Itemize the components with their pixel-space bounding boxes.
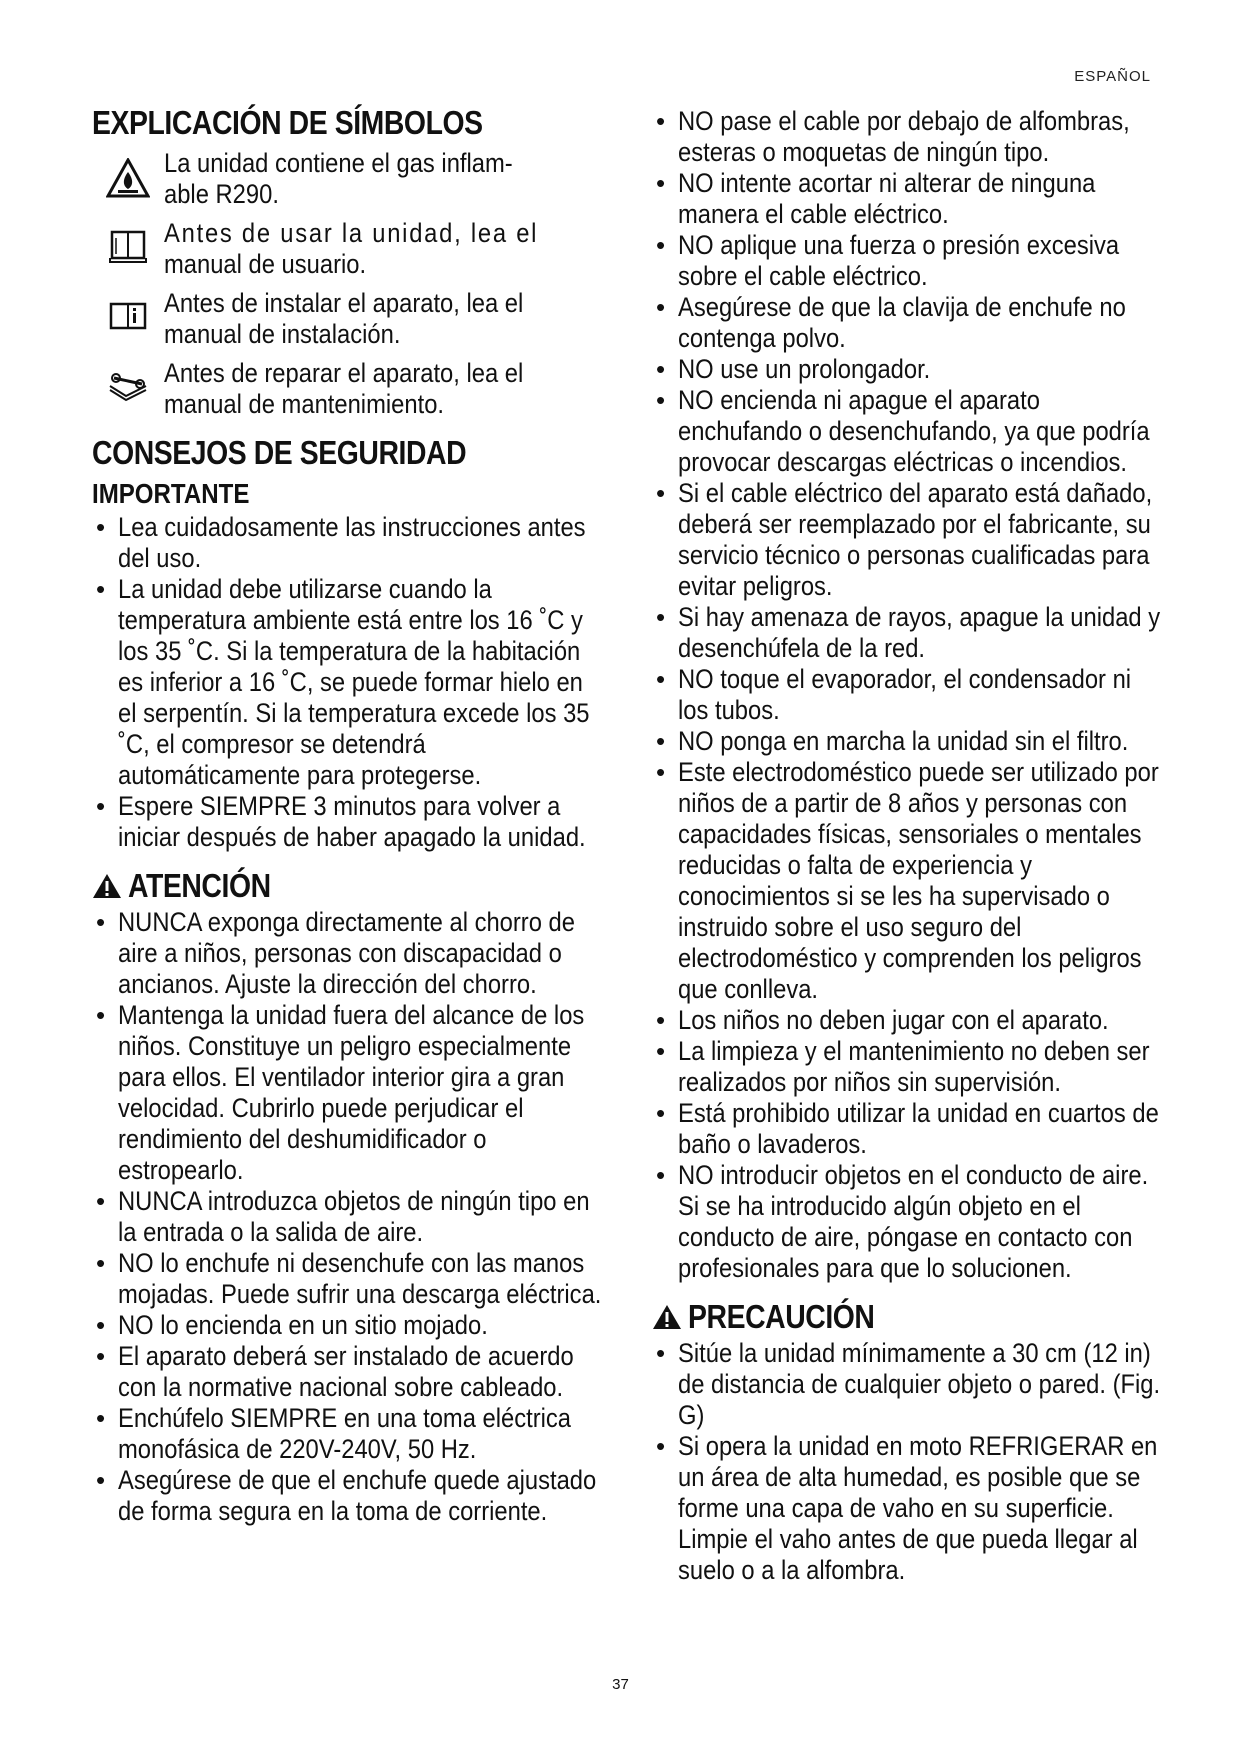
list-item: • NO intente acortar ni alterar de ninguna manera el cable eléctrico. (652, 168, 1162, 230)
warning-triangle-icon (92, 873, 122, 899)
warning-triangle-icon (652, 1304, 682, 1330)
right-column (652, 106, 1162, 1586)
symbol-text-line: manual de usuario. (164, 249, 367, 279)
caution-heading (652, 1298, 1162, 1336)
list-item: • El aparato deberá ser instalado de acuerdo con la normative nacional sobre cableado. (92, 1341, 602, 1403)
safety-title: CONSEJOS DE SEGURIDAD (92, 434, 467, 471)
attention-list-right (652, 106, 1162, 1284)
service-manual-icon (92, 358, 164, 418)
list-item: • La limpieza y el mantenimiento no deben ser realizados por niños sin supervisión. (652, 1036, 1162, 1098)
symbol-row (92, 218, 602, 280)
list-item: • NO use un prolongador. (652, 354, 1162, 385)
symbol-row (92, 358, 602, 420)
list-item: • Espere SIEMPRE 3 minutos para volver a iniciar después de haber apagado la unidad. (92, 791, 602, 853)
list-item: • Si opera la unidad en moto REFRIGERAR en un área de alta humedad, es posible que se forme una capa de vaho en su superficie. Limpie el vaho antes de que pueda llegar al suelo o a la alfombra. (652, 1431, 1162, 1586)
list-item: • NO encienda ni apague el aparato enchufando o desenchufando, ya que podría provocar descargas eléctricas o incendios. (652, 385, 1162, 478)
list-item: • Si hay amenaza de rayos, apague la unidad y desenchúfela de la red. (652, 602, 1162, 664)
symbol-text-line: Antes de reparar el aparato, lea el (164, 358, 524, 388)
list-item: • NO toque el evaporador, el condensador ni los tubos. (652, 664, 1162, 726)
installation-manual-icon (92, 288, 164, 348)
symbols-title: EXPLICACIÓN DE SÍMBOLOS (92, 104, 483, 141)
list-item: • Enchúfelo SIEMPRE en una toma eléctrica monofásica de 220V-240V, 50 Hz. (92, 1403, 602, 1465)
symbol-text-line: manual de mantenimiento. (164, 389, 445, 419)
caution-title: PRECAUCIÓN (688, 1298, 875, 1335)
list-item: • Asegúrese de que la clavija de enchufe no contenga polvo. (652, 292, 1162, 354)
list-item: • NO lo encienda en un sitio mojado. (92, 1310, 602, 1341)
symbol-text-line: able R290. (164, 179, 279, 209)
symbol-text-line: Antes de instalar el aparato, lea el (164, 288, 524, 318)
important-subtitle: IMPORTANTE (92, 478, 250, 509)
symbol-text-line: manual de instalación. (164, 319, 401, 349)
symbol-row (92, 148, 602, 210)
list-item: • NO aplique una fuerza o presión excesiva sobre el cable eléctrico. (652, 230, 1162, 292)
flammable-warning-icon (92, 148, 164, 208)
list-item: • Mantenga la unidad fuera del alcance de los niños. Constituye un peligro especialmente para ellos. El ventilador interior gira a gran velocidad. Cubrirlo puede perjudicar el rendimiento del deshumidificador o estropearlo. (92, 1000, 602, 1186)
language-label: ESPAÑOL (1074, 68, 1151, 85)
symbol-row (92, 288, 602, 350)
list-item: • NUNCA exponga directamente al chorro de aire a niños, personas con discapacidad o ancianos. Ajuste la dirección del chorro. (92, 907, 602, 1000)
list-item: • NUNCA introduzca objetos de ningún tipo en la entrada o la salida de aire. (92, 1186, 602, 1248)
symbol-text-line: La unidad contiene el gas inflam- (164, 148, 513, 178)
list-item: • Sitúe la unidad mínimamente a 30 cm (12 in) de distancia de cualquier objeto o pared. (Fig. G) (652, 1338, 1162, 1431)
list-item: • NO ponga en marcha la unidad sin el filtro. (652, 726, 1162, 757)
left-column (92, 104, 602, 1527)
important-list (92, 512, 602, 853)
list-item: • La unidad debe utilizarse cuando la temperatura ambiente está entre los 16 ˚C y los 35 ˚C. Si la temperatura de la habitación es inferior a 16 ˚C, se puede formar hielo en el serpentín. Si la temperatura excede los 35 ˚C, el compresor se detendrá automáticamente para protegerse. (92, 574, 602, 791)
caution-list (652, 1338, 1162, 1586)
list-item: • Asegúrese de que el enchufe quede ajustado de forma segura en la toma de corriente. (92, 1465, 602, 1527)
attention-heading (92, 867, 602, 905)
list-item: • Este electrodoméstico puede ser utilizado por niños de a partir de 8 años y personas con capacidades físicas, sensoriales o mentales reducidas o falta de experiencia y conocimientos si se les ha supervisado o instruido sobre el uso seguro del electrodoméstico y comprenden los peligros que conlleva. (652, 757, 1162, 1005)
attention-list-left (92, 907, 602, 1527)
manual-book-icon (92, 218, 164, 278)
list-item: • NO pase el cable por debajo de alfombras, esteras o moquetas de ningún tipo. (652, 106, 1162, 168)
attention-title: ATENCIÓN (128, 867, 271, 904)
list-item: • Si el cable eléctrico del aparato está dañado, deberá ser reemplazado por el fabricante, su servicio técnico o personas cualificadas para evitar peligros. (652, 478, 1162, 602)
list-item: • NO introducir objetos en el conducto de aire. Si se ha introducido algún objeto en el conducto de aire, póngase en contacto con profesionales para que lo solucionen. (652, 1160, 1162, 1284)
list-item: • NO lo enchufe ni desenchufe con las manos mojadas. Puede sufrir una descarga eléctrica. (92, 1248, 602, 1310)
list-item: • Lea cuidadosamente las instrucciones antes del uso. (92, 512, 602, 574)
page-number: 37 (612, 1676, 629, 1693)
symbol-text-line: Antes de usar la unidad, lea el (164, 218, 539, 248)
list-item: • Los niños no deben jugar con el aparato. (652, 1005, 1162, 1036)
list-item: • Está prohibido utilizar la unidad en cuartos de baño o lavaderos. (652, 1098, 1162, 1160)
